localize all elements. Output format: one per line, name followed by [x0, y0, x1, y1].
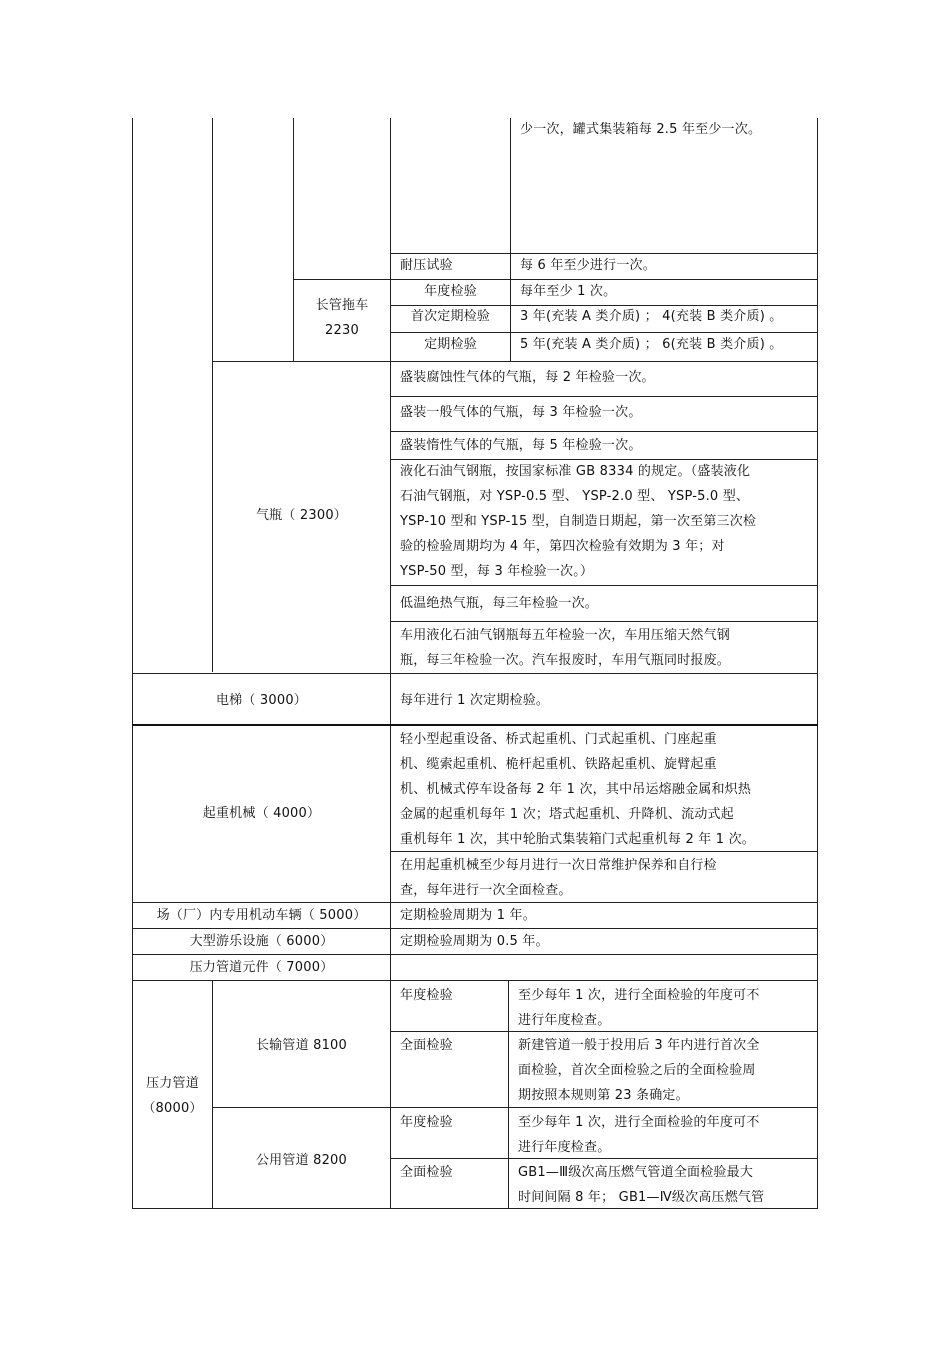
table-cell-text: GB1—Ⅲ级次高压燃气管道全面检验最大: [518, 1165, 754, 1180]
table-divider: [212, 1107, 818, 1108]
table-cell-text: 新建管道一般于投用后 3 年内进行首次全: [518, 1038, 760, 1053]
table-cell-text: YSP-10 型和 YSP-15 型，自制造日期起，第一次至第三次检: [400, 514, 757, 529]
table-cell-text: 液化石油气钢瓶，按国家标准 GB 8334 的规定。（盛装液化: [400, 464, 751, 479]
table-cell-label: 全面检验: [400, 1165, 453, 1180]
public-pipe-name: 公用管道 8200: [255, 1153, 348, 1168]
table-divider: [293, 279, 818, 280]
pipe-component-name: 压力管道元件（ 7000）: [189, 960, 334, 975]
table-divider: [390, 332, 818, 333]
elevator-name: 电梯（ 3000）: [215, 693, 308, 708]
table-cell-text: 5 年(充装 A 类介质) ； 6(充装 B 类介质) 。: [520, 337, 783, 352]
table-divider: [132, 928, 818, 929]
table-cell-text: 少一次，罐式集装箱每 2.5 年至少一次。: [520, 122, 762, 137]
long-distance-pipe-name: 长输管道 8100: [255, 1038, 348, 1053]
table-divider: [390, 118, 391, 1209]
table-cell-text: 在用起重机械至少每月进行一次日常维护保养和自行检: [400, 858, 717, 873]
table-divider: [132, 902, 818, 903]
table-divider: [132, 980, 818, 981]
tube-trailer-name: 长管拖车: [315, 298, 369, 313]
table-divider: [390, 305, 818, 306]
vehicle-name: 场（厂）内专用机动车辆（ 5000）: [156, 908, 367, 923]
table-cell-text: 至少每年 1 次，进行全面检验的年度可不: [518, 1115, 760, 1130]
table-cell-text: 盛装惰性气体的气瓶，每 5 年检验一次。: [400, 438, 642, 453]
table-cell-text: 时间间隔 8 年； GB1—Ⅳ级次高压燃气管: [518, 1190, 765, 1205]
table-cell-label: 年度检验: [424, 284, 477, 299]
table-cell-text: 瓶，每三年检验一次。汽车报废时，车用气瓶同时报废。: [400, 653, 731, 668]
table-cell-text: 金属的起重机每年 1 次；塔式起重机、升降机、流动式起: [400, 807, 734, 822]
table-divider: [510, 118, 511, 361]
table-cell-text: 每年至少 1 次。: [520, 284, 617, 299]
table-divider: [132, 673, 818, 674]
pressure-pipe-code: （8000）: [142, 1101, 203, 1116]
table-divider: [508, 980, 509, 1209]
table-cell-text: 盛装一般气体的气瓶，每 3 年检验一次。: [400, 405, 642, 420]
table-divider: [132, 724, 818, 726]
table-divider: [390, 585, 818, 586]
table-cell-text: 车用液化石油气钢瓶每五年检验一次，车用压缩天然气钢: [400, 628, 731, 643]
table-cell-text: 定期检验周期为 1 年。: [400, 908, 536, 923]
table-cell-text: 3 年(充装 A 类介质) ； 4(充装 B 类介质) 。: [520, 309, 783, 324]
table-cell-text: 重机每年 1 次，其中轮胎式集装箱门式起重机每 2 年 1 次。: [400, 832, 756, 847]
table-cell-text: 每年进行 1 次定期检验。: [400, 693, 550, 708]
table-cell-text: 轻小型起重设备、桥式起重机、门式起重机、门座起重: [400, 732, 717, 747]
table-divider: [390, 396, 818, 397]
table-cell-text: 盛装腐蚀性气体的气瓶，每 2 年检验一次。: [400, 370, 655, 385]
table-border-left: [132, 118, 133, 1209]
table-divider: [390, 459, 818, 460]
table-cell-text: 进行年度检查。: [518, 1140, 611, 1155]
table-divider: [390, 1158, 818, 1159]
table-divider: [390, 621, 818, 622]
table-cell-text: 进行年度检查。: [518, 1013, 611, 1028]
table-divider: [212, 361, 818, 362]
table-cell-label: 首次定期检验: [410, 309, 491, 324]
table-cell-text: 机、机械式停车设备每 2 年 1 次，其中吊运熔融金属和炽热: [400, 782, 752, 797]
table-cell-text: 验的检验周期均为 4 年，第四次检验有效期为 3 年；对: [400, 539, 725, 554]
table-divider: [390, 1031, 818, 1032]
table-cell-text: YSP-50 型，每 3 年检验一次。）: [400, 564, 594, 579]
gas-cylinder-name: 气瓶（ 2300）: [255, 508, 348, 523]
table-divider: [212, 980, 213, 1209]
table-divider: [390, 431, 818, 432]
pressure-pipe-name: 压力管道: [146, 1076, 199, 1091]
table-cell-label: 年度检验: [400, 1115, 453, 1130]
table-border-bottom: [132, 1208, 818, 1209]
table-cell-text: 查，每年进行一次全面检查。: [400, 883, 572, 898]
table-cell-label: 年度检验: [400, 988, 453, 1003]
table-cell-text: 至少每年 1 次，进行全面检验的年度可不: [518, 988, 760, 1003]
tube-trailer-code: 2230: [325, 323, 359, 338]
table-divider: [390, 253, 818, 254]
table-divider: [390, 851, 818, 852]
table-cell-text: 期按照本规则第 23 条确定。: [518, 1088, 689, 1103]
table-border-right: [817, 118, 818, 1209]
table-cell-text: 石油气钢瓶，对 YSP-0.5 型、 YSP-2.0 型、 YSP-5.0 型、: [400, 489, 750, 504]
table-divider: [132, 954, 818, 955]
table-cell-text: 面检验，首次全面检验之后的全面检验周: [518, 1063, 756, 1078]
table-cell-label: 耐压试验: [400, 258, 453, 273]
amusement-name: 大型游乐设施（ 6000）: [189, 934, 334, 949]
table-cell-text: 机、缆索起重机、桅杆起重机、铁路起重机、旋臂起重: [400, 757, 717, 772]
crane-name: 起重机械（ 4000）: [202, 806, 321, 821]
table-cell-text: 低温绝热气瓶，每三年检验一次。: [400, 596, 599, 611]
table-cell-label: 定期检验: [424, 337, 477, 352]
table-cell-text: 每 6 年至少进行一次。: [520, 258, 656, 273]
table-cell-label: 全面检验: [400, 1038, 453, 1053]
table-divider: [212, 118, 213, 672]
table-cell-text: 定期检验周期为 0.5 年。: [400, 934, 549, 949]
